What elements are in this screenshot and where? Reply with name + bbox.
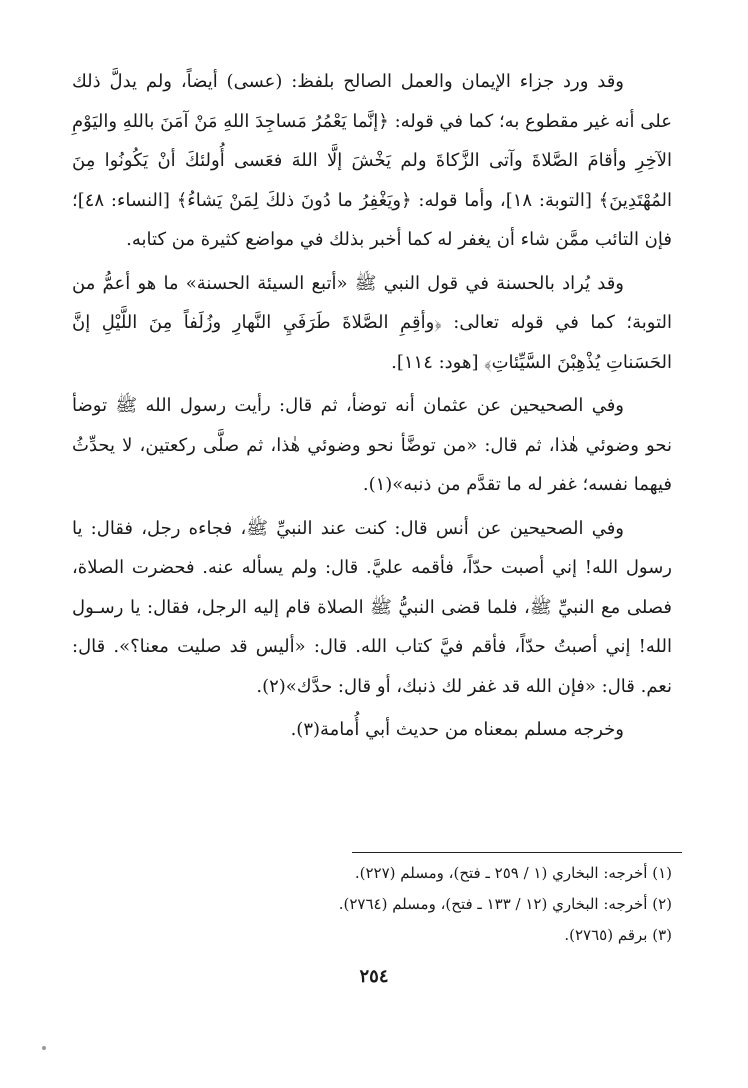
footnote-3: (٣) برقم (٢٧٦٥). [564, 926, 672, 944]
paragraph-good-deed-meaning: وقد يُراد بالحسنة في قول النبي ﷺ «أتبع السيئة الحسنة» ما هو أعمُّ من التوبة؛ كما في قوله تعالى: ﴿وأقِمِ الصَّلاةَ طَرَفَيِ النَّهارِ وزُلَفاً مِنَ اللَّيْلِ إنَّ الحَسَناتِ يُذْهِبْنَ السَّيِّئاتِ﴾ [هود: ١١٤]. [72, 272, 672, 373]
page-body [72, 62, 672, 750]
footnote-2: (٢) أخرجه: البخاري (١٢ / ١٣٣ ـ فتح)، ومسلم (٢٧٦٤). [338, 895, 672, 913]
footnote-divider [352, 852, 682, 853]
paragraph-muslim-narration: وخرجه مسلم بمعناه من حديث أبي أُمامة(٣). [290, 719, 624, 740]
page-number: ٢٥٤ [359, 966, 389, 987]
footnotes [272, 858, 672, 951]
scan-speck [42, 1046, 46, 1050]
paragraph-anas-hadith: وفي الصحيحين عن أنس قال: كنت عند النبيِّ ﷺ، فجاءه رجل، فقال: يا رسول الله! إني أصبت حدّاً، فأقمه عليَّ. قال: ولم يسأله عنه. فحضرت الصلاة، فصلى مع النبيِّ ﷺ، فلما قضى النبيُّ ﷺ الصلاة قام إليه الرجل، فقال: يا رسـول الله! إني أصبتُ حدّاً، فأقم فيَّ كتاب الله. قال: «أليس قد صليت معنا؟». قال: نعم. قال: «فإن الله قد غفر لك ذنبك، أو قال: حدَّك»(٢). [72, 517, 672, 697]
paragraph-reward-of-faith: وقد ورد جزاء الإيمان والعمل الصالح بلفظ: (عسى) أيضاً، ولم يدلَّ ذلك على أنه غير مقطوع به؛ كما في قوله: ﴿إنَّما يَعْمُرُ مَساجِدَ اللهِ مَنْ آمَنَ باللهِ واليَوْمِ الآخِرِ وأقامَ الصَّلاةَ وآتى الزَّكاةَ ولم يَخْشَ إلَّا اللهَ فعَسى أُولئكَ أنْ يَكُونُوا مِنَ المُهْتَدِينَ﴾ [التوبة: ١٨]، وأما قوله: ﴿ويَغْفِرُ ما دُونَ ذلكَ لِمَنْ يَشاءُ﴾ [النساء: ٤٨]؛ فإن التائب ممَّن شاء أن يغفر له كما أخبر بذلك في مواضع كثيرة من كتابه. [72, 71, 673, 250]
footnote-1: (١) أخرجه: البخاري (١ / ٢٥٩ ـ فتح)، ومسلم (٢٢٧). [354, 864, 672, 882]
paragraph-uthman-hadith: وفي الصحيحين عن عثمان أنه توضأ، ثم قال: رأيت رسول الله ﷺ توضأ نحو وضوئي هٰذا، ثم قال: «من توضَّأ نحو وضوئي هٰذا، ثم صلَّى ركعتين، لا يحدِّثُ فيهما نفسه؛ غفر له ما تقدَّم من ذنبه»(١). [72, 395, 672, 495]
